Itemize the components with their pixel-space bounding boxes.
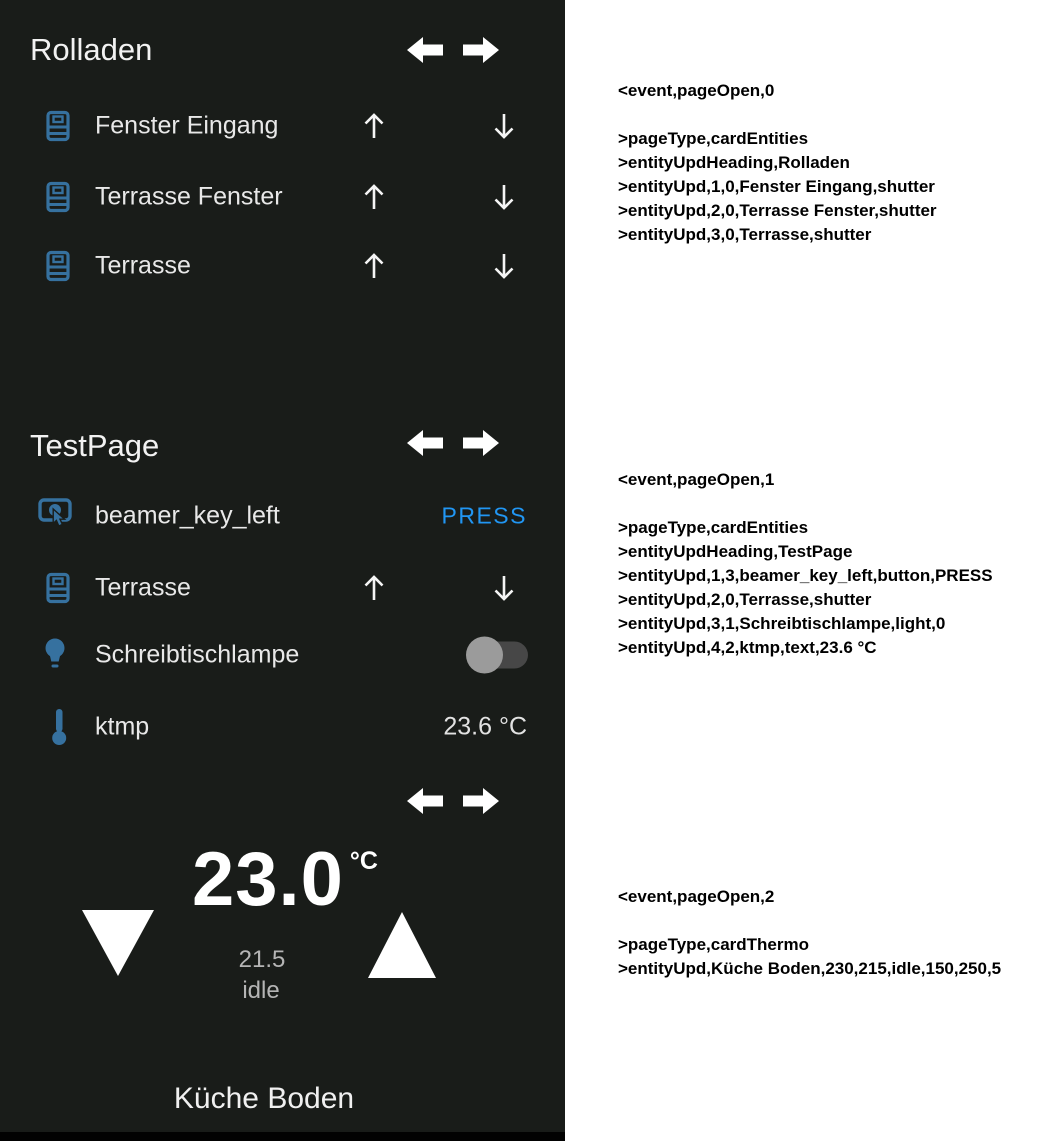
- arrow-down-icon: [491, 573, 517, 603]
- window-shutter-icon: [46, 111, 70, 142]
- arrow-left-icon: [406, 429, 444, 457]
- entity-row-terrasse: [0, 244, 565, 288]
- serial-line: [618, 103, 1038, 127]
- shutter-down-button[interactable]: [491, 573, 517, 603]
- thermometer-icon: [50, 707, 68, 747]
- entity-label: Terrasse Fenster: [95, 182, 283, 211]
- temp-down-button[interactable]: [82, 910, 154, 976]
- serial-line: >entityUpd,3,1,Schreibtischlampe,light,0: [618, 614, 946, 633]
- serial-line: >entityUpd,Küche Boden,230,215,idle,150,250,5: [618, 959, 1002, 978]
- entity-label: Schreibtischlampe: [95, 640, 300, 669]
- card-thermo: [0, 760, 565, 1141]
- entity-row-schreibtischlampe: [0, 633, 565, 677]
- entity-row-terrasse-fenster: [0, 175, 565, 219]
- thermostat-state: idle: [242, 977, 280, 1004]
- serial-log-block-page1: [618, 468, 1038, 660]
- serial-line: >entityUpd,2,0,Terrasse Fenster,shutter: [618, 201, 937, 220]
- entity-row-terrasse: [0, 566, 565, 610]
- entity-row-beamer-key-left: [0, 494, 565, 538]
- arrow-left-icon: [406, 787, 444, 815]
- temp-up-button[interactable]: [368, 912, 436, 978]
- serial-line: >pageType,cardThermo: [618, 935, 809, 954]
- page-title: TestPage: [30, 428, 160, 463]
- serial-log-block-page0: [618, 79, 1038, 247]
- triangle-down-icon: [82, 910, 154, 976]
- thermostat-title: Küche Boden: [173, 1082, 355, 1115]
- page-nav: [406, 36, 500, 64]
- shutter-up-button[interactable]: [361, 251, 387, 281]
- serial-line: >entityUpdHeading,TestPage: [618, 542, 853, 561]
- page-next-button[interactable]: [462, 36, 500, 64]
- serial-line: <event,pageOpen,2: [618, 887, 775, 906]
- tap-button-icon: [38, 497, 72, 535]
- entity-value: 23.6 °C: [443, 712, 527, 741]
- window-shutter-icon: [46, 573, 70, 604]
- serial-line: >entityUpd,2,0,Terrasse,shutter: [618, 590, 872, 609]
- entity-label: ktmp: [95, 712, 150, 741]
- arrow-up-icon: [361, 111, 387, 141]
- light-toggle[interactable]: [467, 642, 528, 669]
- serial-line: >pageType,cardEntities: [618, 129, 809, 148]
- shutter-up-button[interactable]: [361, 573, 387, 603]
- triangle-up-icon: [368, 912, 436, 978]
- page-title: Rolladen: [30, 32, 153, 67]
- serial-line: [618, 492, 1038, 516]
- arrow-right-icon: [462, 787, 500, 815]
- arrow-down-icon: [491, 182, 517, 212]
- shutter-down-button[interactable]: [491, 251, 517, 281]
- arrow-up-icon: [361, 573, 387, 603]
- arrow-right-icon: [462, 36, 500, 64]
- arrow-up-icon: [361, 182, 387, 212]
- target-temperature-value: 21.5: [238, 946, 286, 973]
- page-next-button[interactable]: [462, 787, 500, 815]
- page-nav: [406, 429, 500, 457]
- window-shutter-icon: [46, 251, 70, 282]
- arrow-right-icon: [462, 429, 500, 457]
- entity-label: Terrasse: [95, 573, 191, 602]
- shutter-down-button[interactable]: [491, 111, 517, 141]
- arrow-down-icon: [491, 251, 517, 281]
- serial-line: >entityUpd,3,0,Terrasse,shutter: [618, 225, 872, 244]
- entity-row-ktmp: [0, 705, 565, 749]
- bottom-bar: [0, 1132, 565, 1141]
- arrow-up-icon: [361, 251, 387, 281]
- page-next-button[interactable]: [462, 429, 500, 457]
- serial-line: >entityUpd,4,2,ktmp,text,23.6 °C: [618, 638, 877, 657]
- press-button[interactable]: PRESS: [441, 502, 527, 529]
- entity-label: Terrasse: [95, 251, 191, 280]
- arrow-left-icon: [406, 36, 444, 64]
- window-shutter-icon: [46, 182, 70, 213]
- toggle-knob: [466, 637, 503, 674]
- serial-line: <event,pageOpen,1: [618, 470, 775, 489]
- serial-log-block-page2: [618, 885, 1038, 981]
- current-temperature: [192, 837, 378, 922]
- serial-line: >entityUpd,1,3,beamer_key_left,button,PRESS: [618, 566, 993, 585]
- shutter-down-button[interactable]: [491, 182, 517, 212]
- lightbulb-icon: [42, 637, 68, 673]
- entity-label: beamer_key_left: [95, 501, 280, 530]
- temperature-unit: °C: [349, 847, 378, 875]
- entity-row-fenster-eingang: [0, 104, 565, 148]
- shutter-up-button[interactable]: [361, 182, 387, 212]
- card-entities-testpage: [0, 380, 565, 760]
- entity-label: Fenster Eingang: [95, 111, 279, 140]
- card-entities-rolladen: [0, 0, 565, 380]
- page-prev-button[interactable]: [406, 429, 444, 457]
- page-prev-button[interactable]: [406, 787, 444, 815]
- shutter-up-button[interactable]: [361, 111, 387, 141]
- page-nav: [406, 787, 500, 815]
- serial-line: <event,pageOpen,0: [618, 81, 775, 100]
- serial-line: >entityUpdHeading,Rolladen: [618, 153, 850, 172]
- serial-line: >pageType,cardEntities: [618, 518, 809, 537]
- page-prev-button[interactable]: [406, 36, 444, 64]
- serial-line: [618, 909, 1038, 933]
- arrow-down-icon: [491, 111, 517, 141]
- current-temperature-value: 23.0: [192, 837, 344, 922]
- serial-line: >entityUpd,1,0,Fenster Eingang,shutter: [618, 177, 935, 196]
